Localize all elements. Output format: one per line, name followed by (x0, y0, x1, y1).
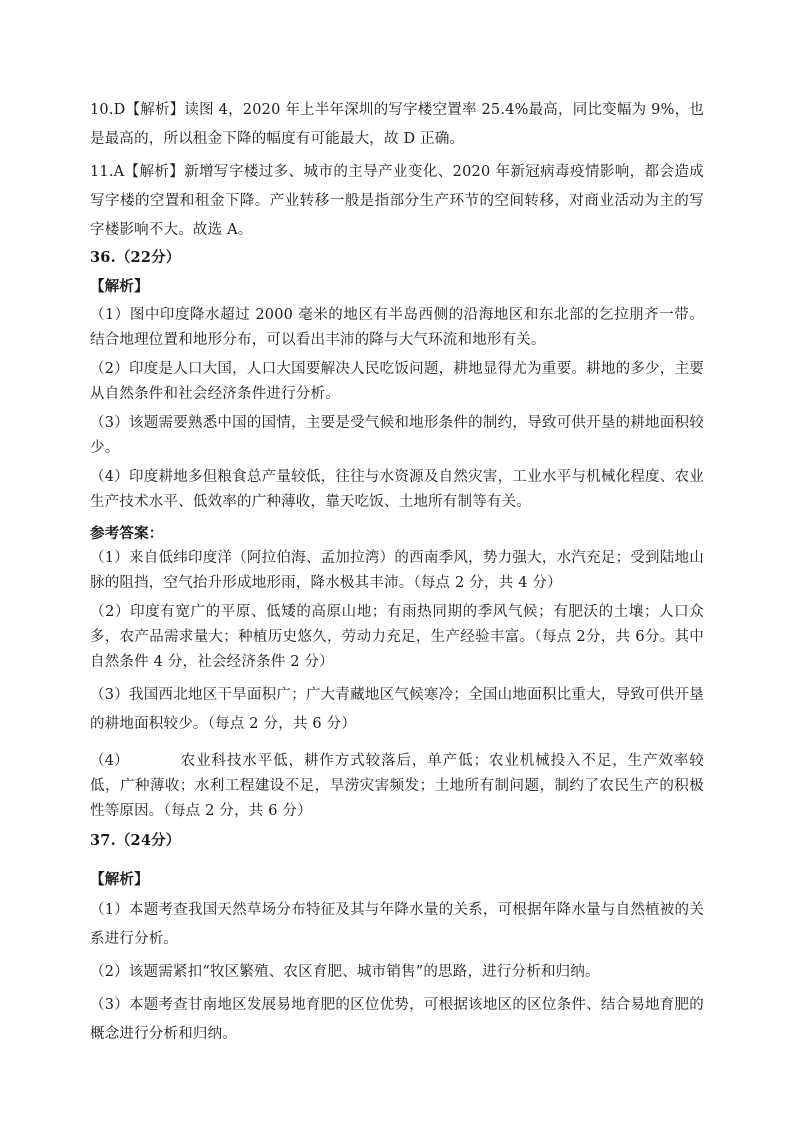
q36-analysis-label: 【解析】 (90, 278, 149, 295)
answer-q11: 11.A【解析】新增写字楼过多、城市的主导产业变化、2020 年新冠病毒疫情影响，都会造成写字楼的空置和租金下降。产业转移一般是指部分生产环节的空间转移，对商业活动为主的写字楼影响不大。故选 A。 (90, 164, 704, 238)
document-page (90, 96, 704, 1049)
answer-q10: 10.D【解析】读图 4，2020 年上半年深圳的写字楼空置率 25.4%最高，同比变幅为 9%，也是最高的，所以租金下降的幅度有可能最大，故 D 正确。 (90, 102, 704, 147)
q37-analysis-2: （2）该题需紧扣“牧区繁殖、农区育肥、城市销售”的思路，进行分析和归纳。 (90, 964, 600, 980)
q36-analysis-1: （1）图中印度降水超过 2000 毫米的地区有半岛西侧的沿海地区和东北部的乞拉朋齐一带。结合地理位置和地形分布，可以看出丰沛的降与大气环流和地形有关。 (90, 307, 704, 348)
q36-answer-label: 参考答案： (90, 525, 164, 542)
q37-title: 37.（24分） (90, 832, 181, 849)
q36-answer-4-text: 农业科技水平低，耕作方式较落后，单产低；农业机械投入不足，生产效率较低，广种薄收；水利工程建设不足，旱涝灾害频发；土地所有制问题，制约了农民生产的积极性等原因。（每点 2 分，共 6 分） (90, 753, 704, 819)
q36-answer-2: （2）印度有宽广的平原、低矮的高原山地；有雨热同期的季风气候；有肥沃的土壤；人口众多，农产品需求量大；种植历史悠久，劳动力充足，生产经验丰富。（每点 2分，共 6分。其中自然条件 4 分，社会经济条件 2 分） (90, 604, 704, 670)
q36-answer-3: （3）我国西北地区干旱面积广；广大青藏地区气候寒冷；全国山地面积比重大，导致可供开垦的耕地面积较少。（每点 2 分，共 6 分） (90, 687, 704, 732)
q36-title: 36.（22分） (90, 249, 181, 266)
q36-answer-4 (90, 749, 704, 824)
q37-analysis-3: （3）本题考查甘南地区发展易地育肥的区位优势，可根据该地区的区位条件、结合易地育肥的概念进行分析和归纳。 (90, 997, 704, 1042)
q37-analysis-1: （1）本题考查我国天然草场分布特征及其与年降水量的关系，可根据年降水量与自然植被的关系进行分析。 (90, 902, 704, 947)
q36-answer-1: （1）来自低纬印度洋（阿拉伯海、孟加拉湾）的西南季风，势力强大，水汽充足；受到陆地山脉的阻挡，空气抬升形成地形雨，降水极其丰沛。（每点 2 分，共 4 分） (90, 550, 704, 591)
q36-analysis-3: （3）该题需要熟悉中国的国情，主要是受气候和地形条件的制约，导致可供开垦的耕地面积较少。 (90, 415, 704, 456)
q37-analysis-label: 【解析】 (90, 871, 149, 888)
q36-analysis-2: （2）印度是人口大国，人口大国要解决人民吃饭问题，耕地显得尤为重要。耕地的多少，主要从自然条件和社会经济条件进行分析。 (90, 361, 704, 402)
q36-answer-4-label: （4） (90, 753, 129, 769)
q36-analysis-4: （4）印度耕地多但粮食总产量较低，往往与水资源及自然灾害，工业水平与机械化程度、农业生产技术水平、低效率的广种薄收，靠天吃饭、土地所有制等有关。 (90, 469, 704, 510)
